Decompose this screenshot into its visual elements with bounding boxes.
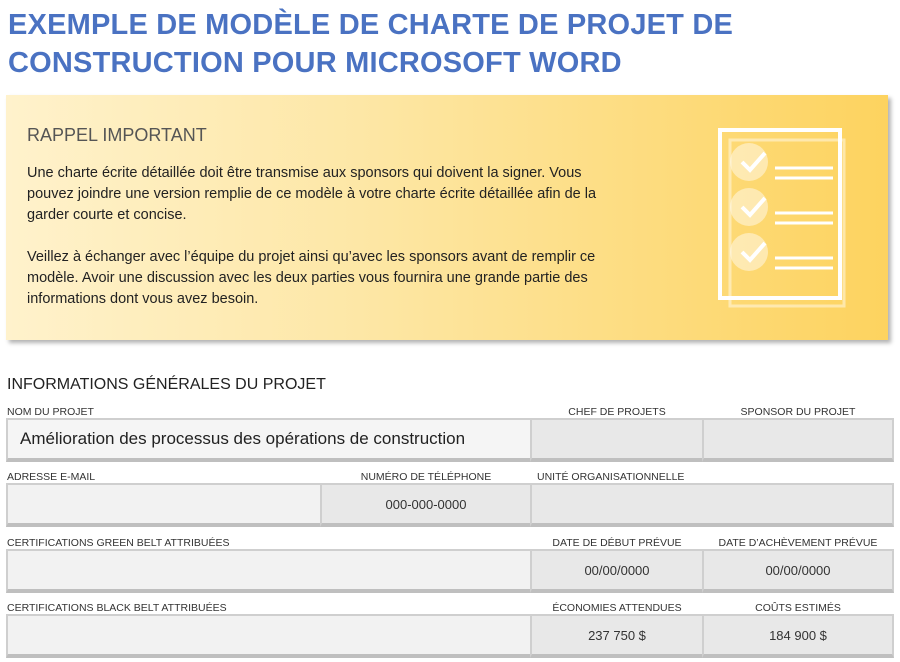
end-date-label: DATE D’ACHÈVEMENT PRÉVUE <box>718 537 878 549</box>
black-belt-field[interactable] <box>6 614 532 658</box>
project-manager-label: CHEF DE PROJETS <box>568 406 666 418</box>
project-name-label: NOM DU PROJET <box>7 406 94 418</box>
green-belt-label: CERTIFICATIONS GREEN BELT ATTRIBUÉES <box>7 537 230 549</box>
savings-label: ÉCONOMIES ATTENDUES <box>552 602 682 614</box>
project-name-field[interactable]: Amélioration des processus des opérations de construction <box>6 418 532 462</box>
email-label: ADRESSE E-MAIL <box>7 471 96 483</box>
phone-label: NUMÉRO DE TÉLÉPHONE <box>360 471 492 483</box>
start-date-label: DATE DE DÉBUT PRÉVUE <box>552 537 682 549</box>
reminder-paragraph-2: Veillez à échanger avec l’équipe du projet ainsi qu’avec les sponsors avant de remplir ce modèle. Avoir une discussion avec les deux parties vous fournira une grande partie des informations dont vous avez besoin. <box>27 249 596 307</box>
savings-field[interactable]: 237 750 $ <box>530 614 704 658</box>
checklist-icon <box>715 122 855 322</box>
project-manager-field[interactable] <box>530 418 704 462</box>
title-line: EXEMPLE DE MODÈLE DE CHARTE DE PROJET DE <box>8 9 734 41</box>
sponsor-field[interactable] <box>702 418 894 462</box>
start-date-field[interactable]: 00/00/0000 <box>530 549 704 593</box>
section-title: INFORMATIONS GÉNÉRALES DU PROJET <box>7 376 326 393</box>
org-unit-label: UNITÉ ORGANISATIONNELLE <box>537 471 685 483</box>
costs-field[interactable]: 184 900 $ <box>702 614 894 658</box>
org-unit-field[interactable] <box>530 483 894 527</box>
page-title <box>8 6 733 82</box>
reminder-heading: RAPPEL IMPORTANT <box>27 125 207 145</box>
costs-label: COÛTS ESTIMÉS <box>755 602 841 614</box>
phone-field[interactable]: 000-000-0000 <box>320 483 532 527</box>
sponsor-label: SPONSOR DU PROJET <box>740 406 856 418</box>
email-field[interactable] <box>6 483 322 527</box>
title-line: CONSTRUCTION POUR MICROSOFT WORD <box>8 47 622 79</box>
end-date-field[interactable]: 00/00/0000 <box>702 549 894 593</box>
black-belt-label: CERTIFICATIONS BLACK BELT ATTRIBUÉES <box>7 602 227 614</box>
reminder-paragraph-1: Une charte écrite détaillée doit être transmise aux sponsors qui doivent la signer. Vous pouvez joindre une version remplie de ce modèle à votre charte écrite détaillée afin de la garder courte et concise. <box>27 165 597 223</box>
green-belt-field[interactable] <box>6 549 532 593</box>
